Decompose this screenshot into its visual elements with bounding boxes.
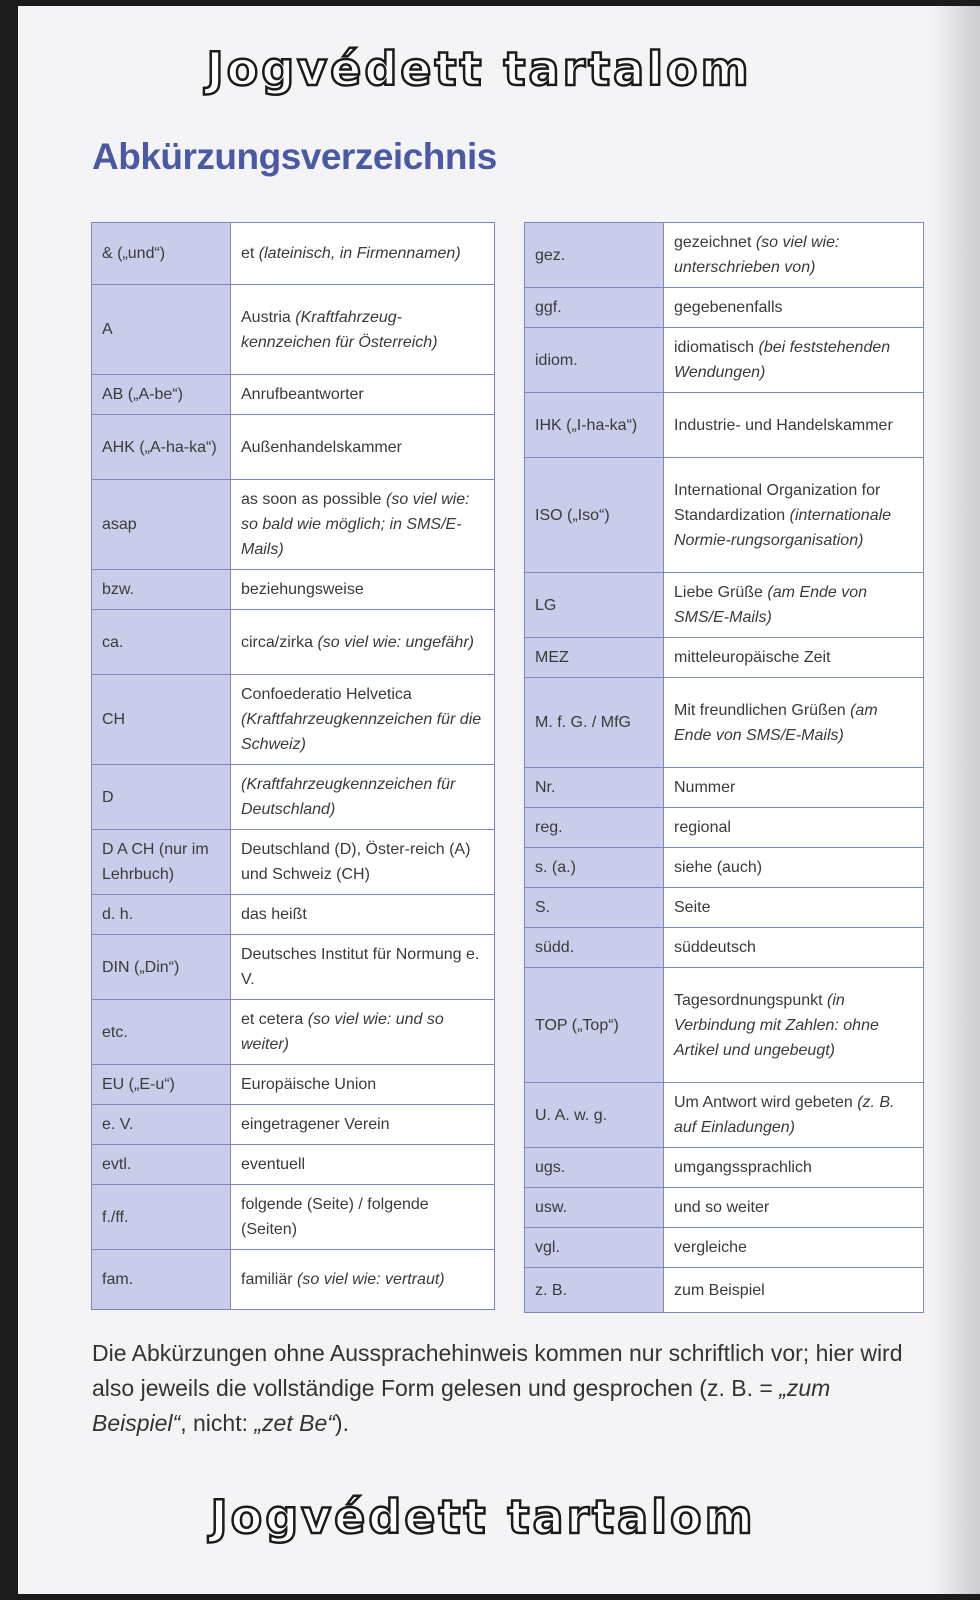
abbreviation-meaning [664,393,924,458]
abbreviation-term: asap [92,480,231,570]
watermark-bottom: Jogvédett tartalom [210,1490,756,1544]
table-row [92,1250,495,1310]
table-row [525,678,924,768]
meaning-text: Industrie- und Handelskammer [674,416,893,434]
abbreviation-term: evtl. [92,1145,231,1185]
abbreviation-term: EU („E-u“) [92,1065,231,1105]
page-title: Abkürzungsverzeichnis [92,136,497,177]
abbreviation-meaning [231,675,495,765]
table-row [92,1065,495,1105]
table-row [92,415,495,480]
meaning-text: International Organization for Standardization [674,481,881,524]
pronunciation-footnote: Die Abkürzungen ohne Aussprachehinweis kommen nur schriftlich vor; hier wird also jeweils die vollständige Form gelesen und gesprochen (z. B. = „zum Beispiel“, nicht: „zet Be“). [92,1340,903,1436]
meaning-text: circa/zirka [241,633,314,651]
table-row [92,895,495,935]
abbreviation-meaning [664,768,924,808]
abbreviation-meaning [664,928,924,968]
meaning-text: idiomatisch [674,339,755,356]
abbreviation-term: fam. [92,1250,231,1310]
table-row [92,480,495,570]
abbreviation-term: M. f. G. / MfG [525,678,664,768]
meaning-text: familiär [241,1271,293,1288]
abbreviation-term: reg. [525,808,664,848]
table-row [525,1268,924,1313]
abbreviation-meaning [231,223,495,285]
abbreviation-meaning [231,1065,495,1105]
meaning-text: mitteleuropäische Zeit [674,649,831,666]
meaning-text: Nummer [674,779,736,796]
meaning-text: Liebe Grüße [674,584,763,601]
abbreviation-term: vgl. [525,1228,664,1268]
meaning-text: gezeichnet [674,234,752,251]
abbreviation-meaning [664,223,924,288]
abbreviation-term: D A CH (nur im Lehrbuch) [92,830,231,895]
abbreviation-term: S. [525,888,664,928]
meaning-text: umgangssprachlich [674,1159,812,1176]
abbreviation-meaning [231,1250,495,1310]
meaning-text: zum Beispiel [674,1281,765,1299]
abbreviation-meaning [231,570,495,610]
abbreviation-term: z. B. [525,1268,664,1313]
abbreviation-meaning [231,1105,495,1145]
abbreviation-term: MEZ [525,638,664,678]
abbreviation-meaning [231,375,495,415]
meaning-text: regional [674,819,731,836]
abbreviation-term: LG [525,573,664,638]
table-row [92,1185,495,1250]
abbreviation-meaning [231,1145,495,1185]
table-row [525,928,924,968]
table-row [525,888,924,928]
abbreviation-term: etc. [92,1000,231,1065]
table-row [525,288,924,328]
abbreviation-meaning [664,638,924,678]
abbreviation-term: südd. [525,928,664,968]
abbreviation-meaning [664,573,924,638]
abbreviation-term: gez. [525,223,664,288]
abbreviation-term: AHK („A-ha-ka“) [92,415,231,480]
abbreviation-term: Nr. [525,768,664,808]
table-row [92,223,495,285]
table-row [525,573,924,638]
table-row [92,765,495,830]
meaning-text: süddeutsch [674,939,756,956]
table-row [92,675,495,765]
meaning-text: eingetragener Verein [241,1116,390,1133]
abbreviation-meaning [231,895,495,935]
meaning-text: das heißt [241,906,307,923]
table-row [525,848,924,888]
meaning-text: et [241,245,255,262]
abbreviation-meaning [231,415,495,480]
table-row [525,458,924,573]
abbreviation-term: CH [92,675,231,765]
abbreviation-table-left [91,222,495,1310]
meaning-text: und so weiter [674,1199,770,1216]
table-row [92,610,495,675]
abbreviation-term: ugs. [525,1148,664,1188]
meaning-note: (Kraftfahrzeugkennzeichen für die Schweiz) [241,711,482,753]
meaning-text: gegebenenfalls [674,299,783,316]
book-page [18,6,980,1594]
abbreviation-meaning [231,1185,495,1250]
meaning-text: folgende (Seite) / folgende (Seiten) [241,1196,429,1238]
abbreviation-table-right [524,222,924,1313]
meaning-text: Außenhandelskammer [241,438,402,456]
table-row [92,1145,495,1185]
meaning-note: (so viel wie: vertraut) [297,1271,445,1288]
table-row [92,830,495,895]
meaning-text: et cetera [241,1011,304,1028]
table-row [92,1000,495,1065]
abbreviation-term: e. V. [92,1105,231,1145]
abbreviation-term: usw. [525,1188,664,1228]
abbreviation-meaning [664,458,924,573]
abbreviation-meaning [664,1188,924,1228]
meaning-note: (am Ende von SMS/E-Mails) [674,701,878,744]
abbreviation-meaning [231,285,495,375]
meaning-text: Deutschland (D), Öster-reich (A) und Schweiz (CH) [241,841,471,883]
table-row [525,1228,924,1268]
abbreviation-meaning [664,288,924,328]
meaning-text: beziehungsweise [241,581,364,598]
meaning-text: eventuell [241,1156,306,1173]
meaning-text: Anrufbeantworter [241,386,364,403]
abbreviation-meaning [231,765,495,830]
table-row [525,328,924,393]
abbreviation-meaning [231,935,495,1000]
table-row [525,808,924,848]
abbreviation-term: U. A. w. g. [525,1083,664,1148]
meaning-note: (Kraftfahrzeugkennzeichen für Deutschland) [241,776,456,818]
abbreviation-term: D [92,765,231,830]
table-row [92,570,495,610]
meaning-note: (in Verbindung mit Zahlen: ohne Artikel und ungebeugt) [674,991,879,1059]
meaning-note: (so viel wie: unterschrieben von) [674,234,840,276]
meaning-text: as soon as possible [241,491,382,508]
table-row [92,1105,495,1145]
meaning-text: Tagesordnungspunkt [674,991,823,1009]
abbreviation-meaning [664,808,924,848]
meaning-text: Um Antwort wird gebeten [674,1094,853,1111]
abbreviation-meaning [664,1228,924,1268]
abbreviation-meaning [664,1148,924,1188]
abbreviation-meaning [231,610,495,675]
table-row [525,968,924,1083]
meaning-note: (so viel wie: so bald wie möglich; in SMS/E-Mails) [241,491,470,558]
table-row [525,1083,924,1148]
abbreviation-term: A [92,285,231,375]
abbreviation-meaning [231,830,495,895]
table-row [525,638,924,678]
meaning-text: Deutsches Institut für Normung e. V. [241,946,480,988]
abbreviation-term: ISO („Iso“) [525,458,664,573]
abbreviation-term: & („und“) [92,223,231,285]
abbreviation-meaning [664,328,924,393]
abbreviation-term: bzw. [92,570,231,610]
abbreviation-term: ca. [92,610,231,675]
meaning-text: Austria [241,308,291,326]
meaning-note: (internationale Normie-rungsorganisation) [674,506,892,549]
abbreviation-term: DIN („Din“) [92,935,231,1000]
meaning-note: (Kraftfahrzeug-kennzeichen für Österreich) [241,308,438,351]
meaning-note: (bei feststehenden Wendungen) [674,339,891,381]
abbreviation-meaning [664,1083,924,1148]
abbreviation-term: IHK („I-ha-ka“) [525,393,664,458]
meaning-text: Confoederatio Helvetica [241,686,412,703]
abbreviation-meaning [664,888,924,928]
meaning-note: (am Ende von SMS/E-Mails) [674,584,867,626]
meaning-text: Seite [674,899,711,916]
table-row [92,285,495,375]
abbreviation-meaning [664,1268,924,1313]
abbreviation-term: d. h. [92,895,231,935]
abbreviation-meaning [664,968,924,1083]
table-row [525,1188,924,1228]
abbreviation-term: TOP („Top“) [525,968,664,1083]
abbreviation-meaning [231,480,495,570]
table-row [92,935,495,1000]
table-row [525,1148,924,1188]
abbreviation-term: f./ff. [92,1185,231,1250]
table-row [92,375,495,415]
abbreviation-term: s. (a.) [525,848,664,888]
table-row [525,393,924,458]
abbreviation-meaning [231,1000,495,1065]
meaning-text: Mit freundlichen Grüßen [674,701,846,719]
abbreviation-term: idiom. [525,328,664,393]
table-row [525,223,924,288]
meaning-note: (so viel wie: und so weiter) [241,1011,444,1053]
meaning-text: vergleiche [674,1239,747,1256]
meaning-note: (z. B. auf Einladungen) [674,1094,895,1136]
table-row [525,768,924,808]
meaning-text: siehe (auch) [674,859,763,876]
meaning-text: Europäische Union [241,1076,377,1093]
meaning-note: (lateinisch, in Firmennamen) [258,245,461,262]
abbreviation-meaning [664,678,924,768]
abbreviation-meaning [664,848,924,888]
meaning-note: (so viel wie: ungefähr) [317,633,474,651]
abbreviation-term: AB („A-be“) [92,375,231,415]
abbreviation-term: ggf. [525,288,664,328]
watermark-top: Jogvédett tartalom [206,42,752,96]
